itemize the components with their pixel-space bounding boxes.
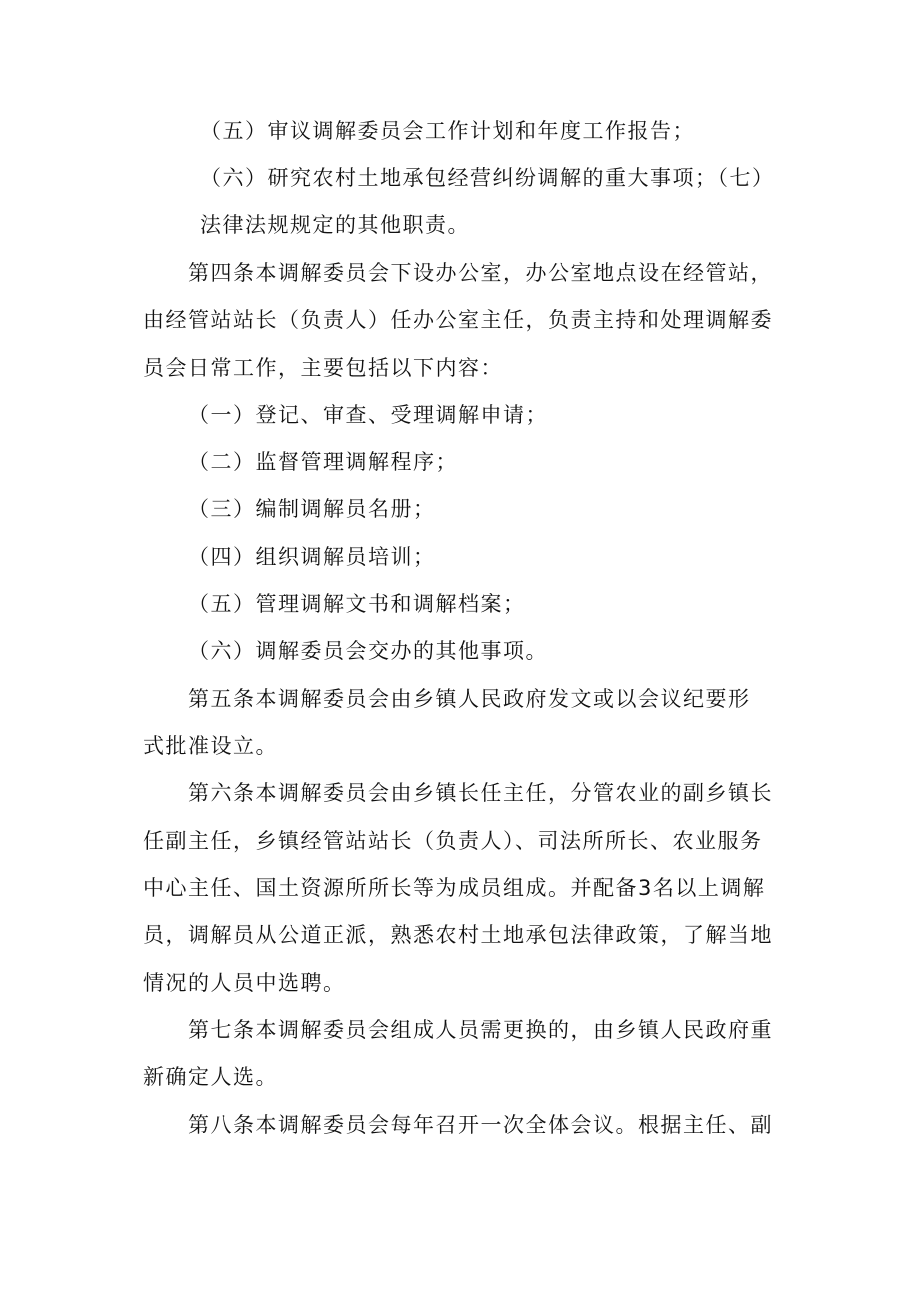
text-line-17: 中心主任、国土资源所所长等为成员组成。并配备3名以上调解 [143, 876, 766, 900]
text-line-7: （一）登记、审查、受理调解申请； [188, 403, 548, 427]
text-line-6: 员会日常工作，主要包括以下内容： [143, 356, 503, 380]
text-line-18: 员，调解员从公道正派，熟悉农村土地承包法律政策，了解当地 [143, 923, 773, 947]
text-line-8: （二）监督管理调解程序； [188, 450, 458, 474]
text-line-19: 情况的人员中选聘。 [143, 971, 346, 995]
text-line-2: （六）研究农村土地承包经营纠纷调解的重大事项；（七） [200, 166, 775, 190]
text-line-13: 第五条本调解委员会由乡镇人民政府发文或以会议纪要形 [188, 687, 751, 711]
text-line-11: （五）管理调解文书和调解档案； [188, 592, 526, 616]
text-line-5: 由经管站站长（负责人）任办公室主任，负责主持和处理调解委 [143, 308, 773, 332]
text-line-10: （四）组织调解员培训； [188, 545, 436, 569]
text-line-16: 任副主任，乡镇经管站站长（负责人）、司法所所长、农业服务 [143, 829, 763, 853]
text-line-20: 第七条本调解委员会组成人员需更换的，由乡镇人民政府重 [188, 1018, 773, 1042]
text-line-12: （六）调解委员会交办的其他事项。 [188, 639, 548, 663]
text-line-21: 新确定人选。 [143, 1065, 278, 1089]
text-line-22: 第八条本调解委员会每年召开一次全体会议。根据主任、副 [188, 1113, 773, 1137]
text-line-1: （五）审议调解委员会工作计划和年度工作报告； [200, 119, 695, 143]
text-line-4: 第四条本调解委员会下设办公室，办公室地点设在经管站， [188, 261, 773, 285]
text-line-9: （三）编制调解员名册； [188, 497, 436, 521]
text-line-3: 法律法规规定的其他职责。 [200, 213, 470, 237]
text-line-15: 第六条本调解委员会由乡镇长任主任，分管农业的副乡镇长 [188, 781, 773, 805]
text-line-14: 式批准设立。 [143, 734, 278, 758]
